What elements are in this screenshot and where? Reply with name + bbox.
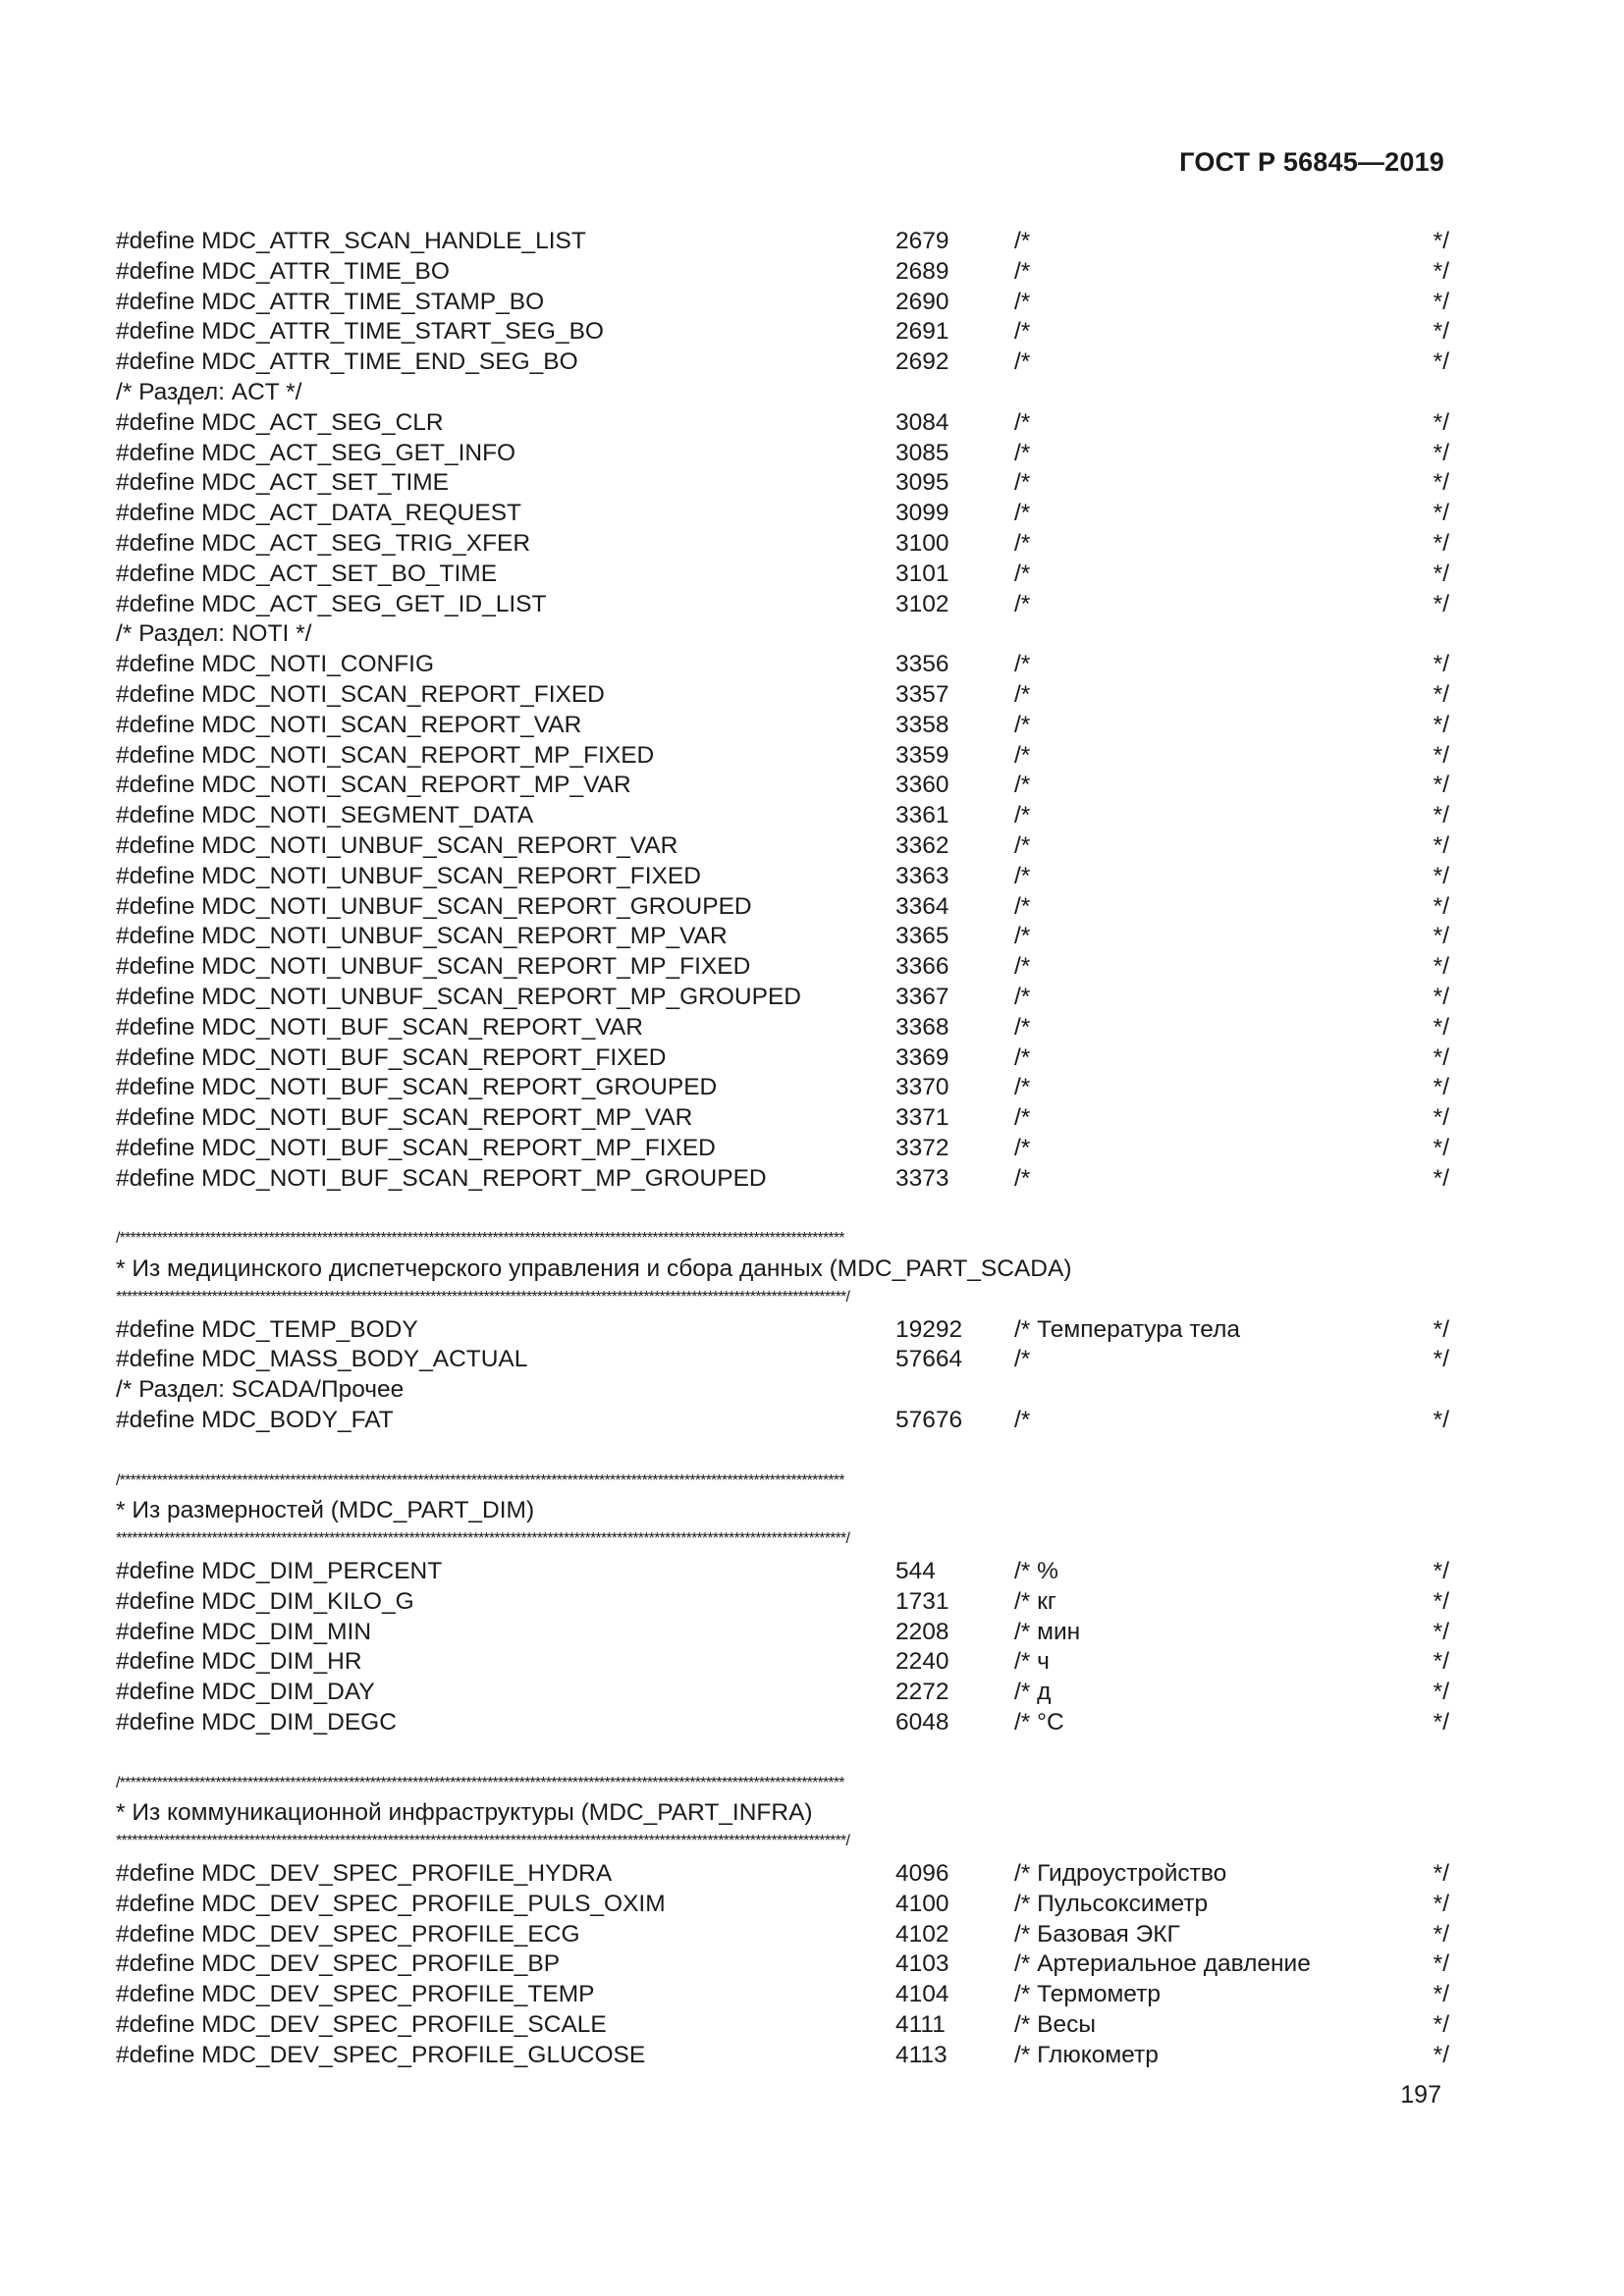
- comment-text: /*: [1014, 651, 1031, 678]
- macro-value: 2272: [895, 1679, 949, 1706]
- code-row: [116, 952, 1451, 983]
- comment-star-divider: /****************************************************************************************************************************************: [116, 1774, 844, 1791]
- code-row: [116, 468, 1451, 499]
- macro-name: #define MDC_ACT_SEG_CLR: [116, 408, 444, 436]
- macro-value: 3368: [895, 1013, 949, 1041]
- comment-text: /* Температура тела: [1014, 1315, 1241, 1343]
- macro-name: #define MDC_DEV_SPEC_PROFILE_PULS_OXIM: [116, 1890, 666, 1917]
- macro-value: 2691: [895, 318, 949, 346]
- section-title: * Из коммуникационной инфраструктуры (MDC_PART_INFRA): [116, 1799, 813, 1827]
- macro-value: 3364: [895, 892, 949, 920]
- code-row: [116, 317, 1451, 347]
- macro-name: #define MDC_DEV_SPEC_PROFILE_BP: [116, 1950, 561, 1978]
- comment-close: */: [1433, 680, 1449, 708]
- macro-name: #define MDC_DEV_SPEC_PROFILE_SCALE: [116, 2011, 607, 2039]
- section-title: * Из размерностей (MDC_PART_DIM): [116, 1497, 535, 1524]
- code-row: [116, 1708, 1451, 1738]
- code-row: [116, 1557, 1451, 1587]
- comment-close: */: [1433, 1890, 1449, 1917]
- macro-value: 3365: [895, 923, 949, 950]
- comment-close: */: [1433, 1104, 1449, 1132]
- macro-name: #define MDC_ACT_SET_TIME: [116, 469, 450, 497]
- macro-name: #define MDC_ATTR_TIME_START_SEG_BO: [116, 318, 604, 346]
- macro-name: #define MDC_ACT_SEG_GET_ID_LIST: [116, 590, 547, 617]
- code-row: [116, 1406, 1451, 1436]
- macro-name: #define MDC_NOTI_SCAN_REPORT_VAR: [116, 711, 582, 738]
- comment-text: /* Гидроустройство: [1014, 1860, 1227, 1888]
- code-row: [116, 983, 1451, 1013]
- blank-line: [116, 1436, 1451, 1467]
- comment-star-divider: *****************************************************************************************************************************************/: [116, 1833, 850, 1850]
- macro-value: 2240: [895, 1648, 949, 1676]
- macro-name: #define MDC_NOTI_BUF_SCAN_REPORT_MP_GROUPED: [116, 1164, 767, 1192]
- comment-text: /*: [1014, 711, 1031, 738]
- macro-name: #define MDC_DIM_DAY: [116, 1679, 375, 1706]
- comment-close: */: [1433, 439, 1449, 466]
- code-row: [116, 922, 1451, 952]
- macro-name: #define MDC_DIM_PERCENT: [116, 1558, 443, 1585]
- comment-text: /*: [1014, 1043, 1031, 1071]
- comment-text: /*: [1014, 439, 1031, 466]
- comment-close: */: [1433, 772, 1449, 799]
- section-heading: [116, 1255, 1451, 1285]
- blank-line: [116, 1738, 1451, 1769]
- macro-value: 3085: [895, 439, 949, 466]
- code-listing: [116, 227, 1451, 2071]
- comment-text: /*: [1014, 228, 1031, 254]
- section-title: * Из медицинского диспетчерского управления и сбора данных (MDC_PART_SCADA): [116, 1255, 1072, 1283]
- code-row: [116, 650, 1451, 680]
- comment-text: /* Весы: [1014, 2011, 1096, 2039]
- comment-star-divider: /****************************************************************************************************************************************: [116, 1471, 844, 1489]
- code-row: [116, 560, 1451, 590]
- macro-name: #define MDC_ACT_SEG_TRIG_XFER: [116, 529, 531, 557]
- code-row: [116, 499, 1451, 529]
- macro-value: 57676: [895, 1407, 963, 1434]
- comment-close: */: [1433, 1558, 1449, 1585]
- comment-close: */: [1433, 590, 1449, 617]
- comment-close: */: [1433, 741, 1449, 769]
- code-row: [116, 1890, 1451, 1920]
- comment-text: /*: [1014, 318, 1031, 346]
- macro-name: #define MDC_NOTI_UNBUF_SCAN_REPORT_GROUPED: [116, 892, 752, 920]
- macro-name: #define MDC_DIM_HR: [116, 1648, 362, 1676]
- comment-text: /* Артериальное давление: [1014, 1950, 1311, 1978]
- code-row: [116, 1678, 1451, 1708]
- comment-close: */: [1433, 892, 1449, 920]
- comment-text: /* Пульсоксиметр: [1014, 1890, 1209, 1917]
- macro-name: #define MDC_NOTI_UNBUF_SCAN_REPORT_MP_VAR: [116, 923, 728, 950]
- comment-close: */: [1433, 2011, 1449, 2039]
- comment-text: /*: [1014, 892, 1031, 920]
- comment-close: */: [1433, 1407, 1449, 1434]
- comment-text: /*: [1014, 1407, 1031, 1434]
- macro-name: #define MDC_DEV_SPEC_PROFILE_TEMP: [116, 1981, 595, 2008]
- macro-value: 3101: [895, 560, 949, 587]
- comment-text: /* д: [1014, 1679, 1052, 1706]
- code-row: [116, 831, 1451, 862]
- comment-close: */: [1433, 1587, 1449, 1615]
- comment-close: */: [1433, 802, 1449, 829]
- macro-value: 3372: [895, 1134, 949, 1161]
- macro-name: #define MDC_MASS_BODY_ACTUAL: [116, 1346, 528, 1373]
- comment-text: /*: [1014, 288, 1031, 315]
- macro-name: #define MDC_DEV_SPEC_PROFILE_GLUCOSE: [116, 2041, 646, 2068]
- section-label: /* Раздел: ACT */: [116, 378, 302, 405]
- macro-value: 19292: [895, 1315, 963, 1343]
- comment-text: /*: [1014, 1164, 1031, 1192]
- comment-close: */: [1433, 1013, 1449, 1041]
- code-row: [116, 1859, 1451, 1890]
- macro-value: 1731: [895, 1587, 949, 1615]
- section-heading: [116, 1798, 1451, 1829]
- comment-close: */: [1433, 257, 1449, 285]
- macro-value: 3359: [895, 741, 949, 769]
- comment-text: /*: [1014, 802, 1031, 829]
- macro-value: 2692: [895, 348, 949, 376]
- code-row: [116, 771, 1451, 801]
- macro-name: #define MDC_NOTI_SEGMENT_DATA: [116, 802, 534, 829]
- code-block: [116, 227, 1451, 1195]
- code-row: [116, 892, 1451, 923]
- comment-close: */: [1433, 348, 1449, 376]
- macro-value: 4100: [895, 1890, 949, 1917]
- comment-close: */: [1433, 1648, 1449, 1676]
- macro-name: #define MDC_DIM_MIN: [116, 1618, 372, 1645]
- blank-line: [116, 1195, 1451, 1225]
- macro-value: 3370: [895, 1074, 949, 1101]
- comment-text: /*: [1014, 529, 1031, 557]
- code-block: [116, 1769, 1451, 2071]
- macro-value: 4113: [895, 2041, 947, 2068]
- comment-text: /*: [1014, 1074, 1031, 1101]
- comment-star-divider: *****************************************************************************************************************************************/: [116, 1530, 850, 1548]
- macro-value: 3363: [895, 862, 949, 889]
- comment-close: */: [1433, 953, 1449, 981]
- macro-name: #define MDC_NOTI_UNBUF_SCAN_REPORT_MP_GROUPED: [116, 983, 801, 1010]
- code-row: [116, 680, 1451, 711]
- code-row: [116, 227, 1451, 257]
- comment-close: */: [1433, 318, 1449, 346]
- comment-close: */: [1433, 228, 1449, 254]
- comment-close: */: [1433, 1164, 1449, 1192]
- comment-close: */: [1433, 408, 1449, 436]
- comment-text: /* Термометр: [1014, 1981, 1161, 2008]
- macro-value: 3360: [895, 772, 949, 799]
- macro-name: #define MDC_NOTI_UNBUF_SCAN_REPORT_MP_FIXED: [116, 953, 751, 981]
- code-row: [116, 2041, 1451, 2071]
- code-row: [116, 439, 1451, 469]
- macro-value: 3366: [895, 953, 949, 981]
- code-row: [116, 1345, 1451, 1375]
- section-comment: [116, 619, 1451, 650]
- comment-close: */: [1433, 1618, 1449, 1645]
- code-row: [116, 741, 1451, 772]
- macro-value: 3362: [895, 831, 949, 859]
- code-row: [116, 862, 1451, 892]
- macro-value: 2679: [895, 228, 949, 254]
- section-label: /* Раздел: NOTI */: [116, 620, 312, 648]
- comment-close: */: [1433, 1043, 1449, 1071]
- comment-text: /* ч: [1014, 1648, 1050, 1676]
- macro-value: 3095: [895, 469, 949, 497]
- comment-text: /*: [1014, 408, 1031, 436]
- comment-text: /*: [1014, 469, 1031, 497]
- macro-value: 4111: [895, 2011, 946, 2039]
- macro-value: 3099: [895, 500, 949, 527]
- comment-close: */: [1433, 529, 1449, 557]
- comment-close: */: [1433, 1860, 1449, 1888]
- comment-text: /* кг: [1014, 1587, 1056, 1615]
- macro-value: 2689: [895, 257, 949, 285]
- code-row: [116, 529, 1451, 560]
- macro-name: #define MDC_ACT_DATA_REQUEST: [116, 500, 521, 527]
- comment-text: /*: [1014, 500, 1031, 527]
- section-heading: [116, 1496, 1451, 1526]
- comment-text: /*: [1014, 590, 1031, 617]
- comment-close: */: [1433, 711, 1449, 738]
- comment-close: */: [1433, 500, 1449, 527]
- code-row: [116, 257, 1451, 288]
- code-row: [116, 1618, 1451, 1648]
- code-row: [116, 1013, 1451, 1043]
- page-number: 197: [1400, 2081, 1441, 2109]
- macro-name: #define MDC_ATTR_SCAN_HANDLE_LIST: [116, 228, 586, 254]
- macro-name: #define MDC_ATTR_TIME_END_SEG_BO: [116, 348, 578, 376]
- macro-value: 2690: [895, 288, 949, 315]
- code-row: [116, 1980, 1451, 2010]
- macro-name: #define MDC_DEV_SPEC_PROFILE_ECG: [116, 1920, 580, 1948]
- macro-value: 3357: [895, 680, 949, 708]
- macro-name: #define MDC_DIM_DEGC: [116, 1709, 397, 1736]
- macro-name: #define MDC_DEV_SPEC_PROFILE_HYDRA: [116, 1860, 613, 1888]
- macro-value: 4103: [895, 1950, 949, 1978]
- macro-name: #define MDC_NOTI_BUF_SCAN_REPORT_MP_FIXED: [116, 1134, 716, 1161]
- macro-value: 6048: [895, 1709, 949, 1736]
- comment-text: /* мин: [1014, 1618, 1081, 1645]
- document-header: ГОСТ Р 56845—2019: [1179, 147, 1444, 177]
- comment-text: /*: [1014, 1104, 1031, 1132]
- macro-value: 544: [895, 1558, 936, 1585]
- comment-close: */: [1433, 1134, 1449, 1161]
- code-row: [116, 711, 1451, 741]
- comment-text: /*: [1014, 680, 1031, 708]
- macro-name: #define MDC_NOTI_CONFIG: [116, 651, 435, 678]
- code-row: [116, 1164, 1451, 1195]
- comment-close: */: [1433, 1981, 1449, 2008]
- macro-name: #define MDC_NOTI_SCAN_REPORT_FIXED: [116, 680, 605, 708]
- macro-value: 3084: [895, 408, 949, 436]
- macro-name: #define MDC_TEMP_BODY: [116, 1315, 418, 1343]
- code-row: [116, 1587, 1451, 1618]
- code-row: [116, 1103, 1451, 1134]
- macro-value: 3102: [895, 590, 949, 617]
- comment-text: /* Глюкометр: [1014, 2041, 1159, 2068]
- macro-value: 3358: [895, 711, 949, 738]
- code-row: [116, 590, 1451, 620]
- macro-name: #define MDC_NOTI_BUF_SCAN_REPORT_VAR: [116, 1013, 643, 1041]
- code-row: [116, 1920, 1451, 1950]
- comment-text: /* %: [1014, 1558, 1058, 1585]
- comment-text: /*: [1014, 983, 1031, 1010]
- macro-name: #define MDC_NOTI_BUF_SCAN_REPORT_MP_VAR: [116, 1104, 693, 1132]
- macro-value: 3369: [895, 1043, 949, 1071]
- comment-close: */: [1433, 983, 1449, 1010]
- section-label: /* Раздел: SCADA/Прочее: [116, 1376, 405, 1404]
- comment-text: /*: [1014, 831, 1031, 859]
- macro-value: 4104: [895, 1981, 949, 2008]
- comment-text: /*: [1014, 772, 1031, 799]
- comment-text: /*: [1014, 1013, 1031, 1041]
- macro-name: #define MDC_ATTR_TIME_STAMP_BO: [116, 288, 545, 315]
- comment-text: /*: [1014, 741, 1031, 769]
- comment-close: */: [1433, 1074, 1449, 1101]
- comment-close: */: [1433, 1950, 1449, 1978]
- code-row: [116, 2010, 1451, 2041]
- code-row: [116, 1073, 1451, 1103]
- macro-value: 4102: [895, 1920, 949, 1948]
- comment-close: */: [1433, 831, 1449, 859]
- macro-value: 4096: [895, 1860, 949, 1888]
- macro-value: 3373: [895, 1164, 949, 1192]
- code-block: [116, 1224, 1451, 1436]
- macro-value: 3356: [895, 651, 949, 678]
- macro-name: #define MDC_ACT_SEG_GET_INFO: [116, 439, 516, 466]
- macro-value: 3371: [895, 1104, 949, 1132]
- section-comment: [116, 1375, 1451, 1406]
- comment-close: */: [1433, 1709, 1449, 1736]
- code-row: [116, 1647, 1451, 1678]
- macro-name: #define MDC_NOTI_BUF_SCAN_REPORT_FIXED: [116, 1043, 667, 1071]
- code-row: [116, 801, 1451, 831]
- comment-text: /*: [1014, 348, 1031, 376]
- comment-text: /*: [1014, 1134, 1031, 1161]
- comment-close: */: [1433, 1920, 1449, 1948]
- comment-text: /*: [1014, 923, 1031, 950]
- macro-name: #define MDC_NOTI_BUF_SCAN_REPORT_GROUPED: [116, 1074, 718, 1101]
- comment-text: /* °С: [1014, 1709, 1064, 1736]
- macro-value: 3361: [895, 802, 949, 829]
- comment-close: */: [1433, 862, 1449, 889]
- code-row: [116, 408, 1451, 439]
- macro-value: 2208: [895, 1618, 949, 1645]
- macro-name: #define MDC_NOTI_SCAN_REPORT_MP_VAR: [116, 772, 631, 799]
- code-row: [116, 1134, 1451, 1164]
- code-block: [116, 1467, 1451, 1738]
- macro-name: #define MDC_NOTI_SCAN_REPORT_MP_FIXED: [116, 741, 655, 769]
- comment-text: /*: [1014, 862, 1031, 889]
- macro-name: #define MDC_NOTI_UNBUF_SCAN_REPORT_VAR: [116, 831, 678, 859]
- comment-close: */: [1433, 1315, 1449, 1343]
- comment-star-divider: /****************************************************************************************************************************************: [116, 1230, 844, 1248]
- code-row: [116, 347, 1451, 378]
- comment-text: /*: [1014, 953, 1031, 981]
- macro-name: #define MDC_ATTR_TIME_BO: [116, 257, 450, 285]
- macro-name: #define MDC_BODY_FAT: [116, 1407, 394, 1434]
- comment-close: */: [1433, 1346, 1449, 1373]
- comment-text: /*: [1014, 560, 1031, 587]
- comment-close: */: [1433, 923, 1449, 950]
- comment-text: /* Базовая ЭКГ: [1014, 1920, 1180, 1948]
- comment-text: /*: [1014, 1346, 1031, 1373]
- comment-close: */: [1433, 469, 1449, 497]
- code-row: [116, 1315, 1451, 1346]
- comment-text: /*: [1014, 257, 1031, 285]
- code-row: [116, 288, 1451, 318]
- macro-value: 3100: [895, 529, 949, 557]
- macro-name: #define MDC_DIM_KILO_G: [116, 1587, 414, 1615]
- code-row: [116, 1043, 1451, 1074]
- comment-close: */: [1433, 560, 1449, 587]
- comment-close: */: [1433, 1679, 1449, 1706]
- comment-close: */: [1433, 651, 1449, 678]
- comment-close: */: [1433, 2041, 1449, 2068]
- macro-name: #define MDC_NOTI_UNBUF_SCAN_REPORT_FIXED: [116, 862, 701, 889]
- macro-name: #define MDC_ACT_SET_BO_TIME: [116, 560, 498, 587]
- section-comment: [116, 378, 1451, 408]
- comment-star-divider: *****************************************************************************************************************************************/: [116, 1288, 850, 1306]
- macro-value: 3367: [895, 983, 949, 1010]
- macro-value: 57664: [895, 1346, 963, 1373]
- code-row: [116, 1949, 1451, 1980]
- comment-close: */: [1433, 288, 1449, 315]
